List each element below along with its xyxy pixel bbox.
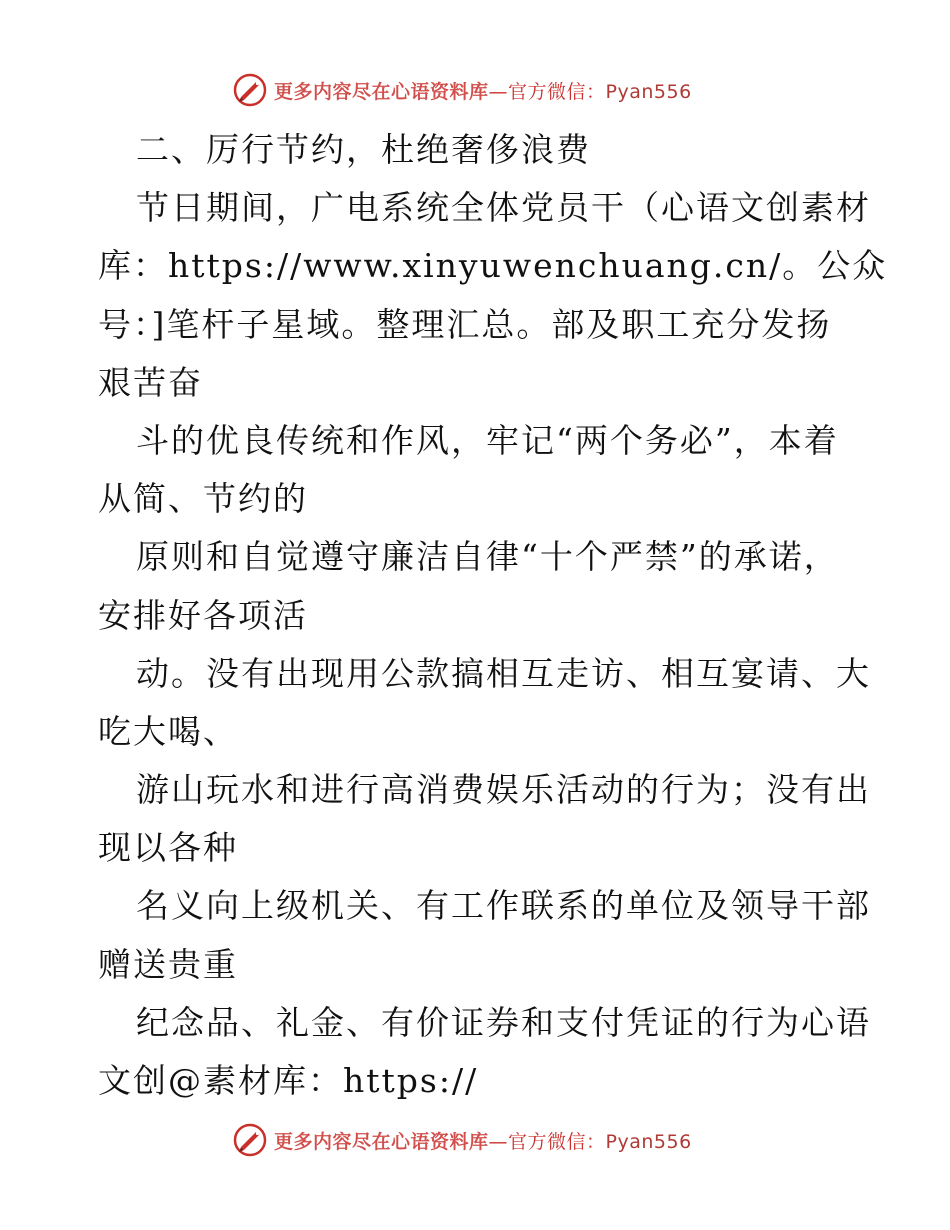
header-watermark-banner [232, 70, 692, 110]
text-line: 吃大喝、 [98, 711, 238, 751]
document-body [98, 121, 888, 1110]
text-line: 现以各种 [98, 828, 238, 868]
text-line: 库：https://www.xinyuwenchuang.cn/。公众 [98, 246, 888, 286]
text-line: 二、厉行节约，杜绝奢侈浪费 [136, 130, 591, 169]
text-line: 从简、节约的 [98, 479, 308, 519]
text-line: 游山玩水和进行高消费娱乐活动的行为；没有出 [136, 770, 871, 810]
text-line: 文创@素材库：https:// [98, 1061, 479, 1100]
text-line: 艰苦奋 [98, 362, 203, 402]
text-line: 动。没有出现用公款搞相互走访、相互宴请、大 [136, 653, 871, 693]
banner-text [274, 77, 692, 104]
pen-logo-icon [232, 1122, 268, 1158]
text-line: 名义向上级机关、有工作联系的单位及领导干部 [136, 886, 871, 926]
text-line: 节日期间，广电系统全体党员干（心语文创素材 [136, 188, 871, 228]
text-line: 纪念品、礼金、有价证券和支付凭证的行为心语 [136, 1002, 871, 1042]
pen-logo-icon [232, 72, 268, 108]
text-line: 赠送贵重 [98, 944, 238, 984]
footer-watermark-banner [232, 1120, 692, 1160]
text-line: 安排好各项活 [98, 595, 308, 635]
text-line: 原则和自觉遵守廉洁自律“十个严禁”的承诺， [136, 537, 839, 577]
banner-dash: — [488, 1130, 509, 1153]
text-line: 斗的优良传统和作风，牢记“两个务必”，本着 [136, 420, 839, 460]
banner-wechat-label: 官方微信： [508, 1130, 606, 1153]
banner-brand: 更多内容尽在心语资料库 [274, 1130, 489, 1153]
banner-wechat-id: Pyan556 [605, 80, 692, 103]
banner-text [274, 1127, 692, 1154]
banner-wechat-id: Pyan556 [605, 1130, 692, 1153]
text-line: 号：]笔杆子星域。整理汇总。部及职工充分发扬 [98, 304, 832, 344]
banner-wechat-label: 官方微信： [508, 80, 606, 103]
banner-brand: 更多内容尽在心语资料库 [274, 80, 489, 103]
banner-dash: — [488, 80, 509, 103]
